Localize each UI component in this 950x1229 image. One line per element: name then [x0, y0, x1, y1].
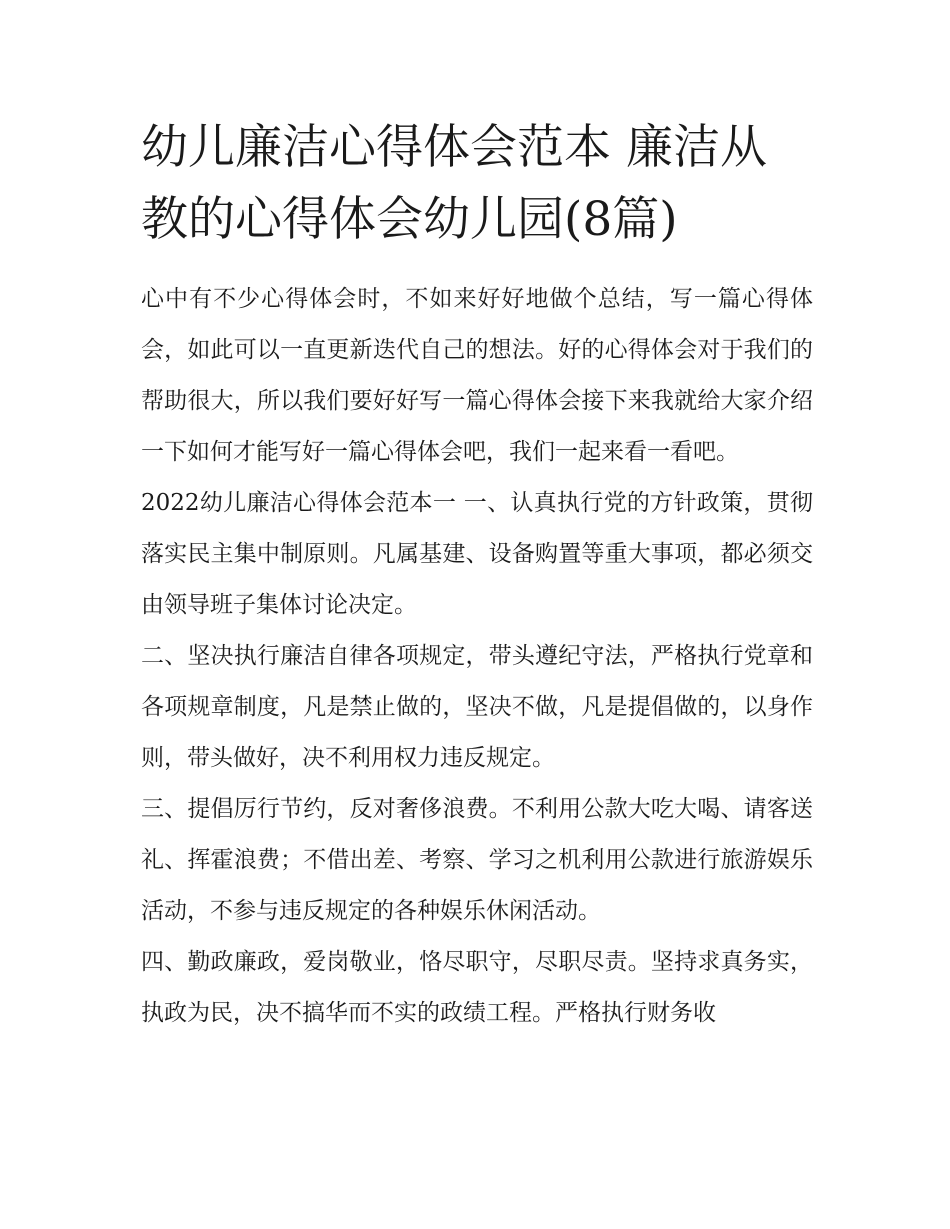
paragraph-item-2: 二、坚决执行廉洁自律各项规定，带头遵纪守法，严格执行党章和各项规章制度，凡是禁止做的，坚决不做，凡是提倡做的，以身作则，带头做好，决不利用权力违反规定。: [141, 643, 813, 771]
paragraph-item-1: 2022幼儿廉洁心得体会范本一 一、认真执行党的方针政策，贯彻落实民主集中制原则。凡属基建、设备购置等重大事项，都必须交由领导班子集体讨论决定。: [141, 490, 813, 618]
document-page: [141, 112, 813, 1039]
paragraph-intro: 心中有不少心得体会时，不如来好好地做个总结，写一篇心得体会，如此可以一直更新迭代自己的想法。好的心得体会对于我们的帮助很大，所以我们要好好写一篇心得体会接下来我就给大家介绍一下如何才能写好一篇心得体会吧，我们一起来看一看吧。: [141, 286, 813, 465]
document-title: 幼儿廉洁心得体会范本 廉洁从教的心得体会幼儿园(8篇): [141, 120, 767, 247]
paragraph-item-3: 三、提倡厉行节约，反对奢侈浪费。不利用公款大吃大喝、请客送礼、挥霍浪费；不借出差、考察、学习之机利用公款进行旅游娱乐活动，不参与违反规定的各种娱乐休闲活动。: [141, 796, 813, 924]
paragraph-item-4: 四、勤政廉政，爱岗敬业，恪尽职守，尽职尽责。坚持求真务实，执政为民，决不搞华而不实的政绩工程。严格执行财务收: [141, 949, 813, 1026]
